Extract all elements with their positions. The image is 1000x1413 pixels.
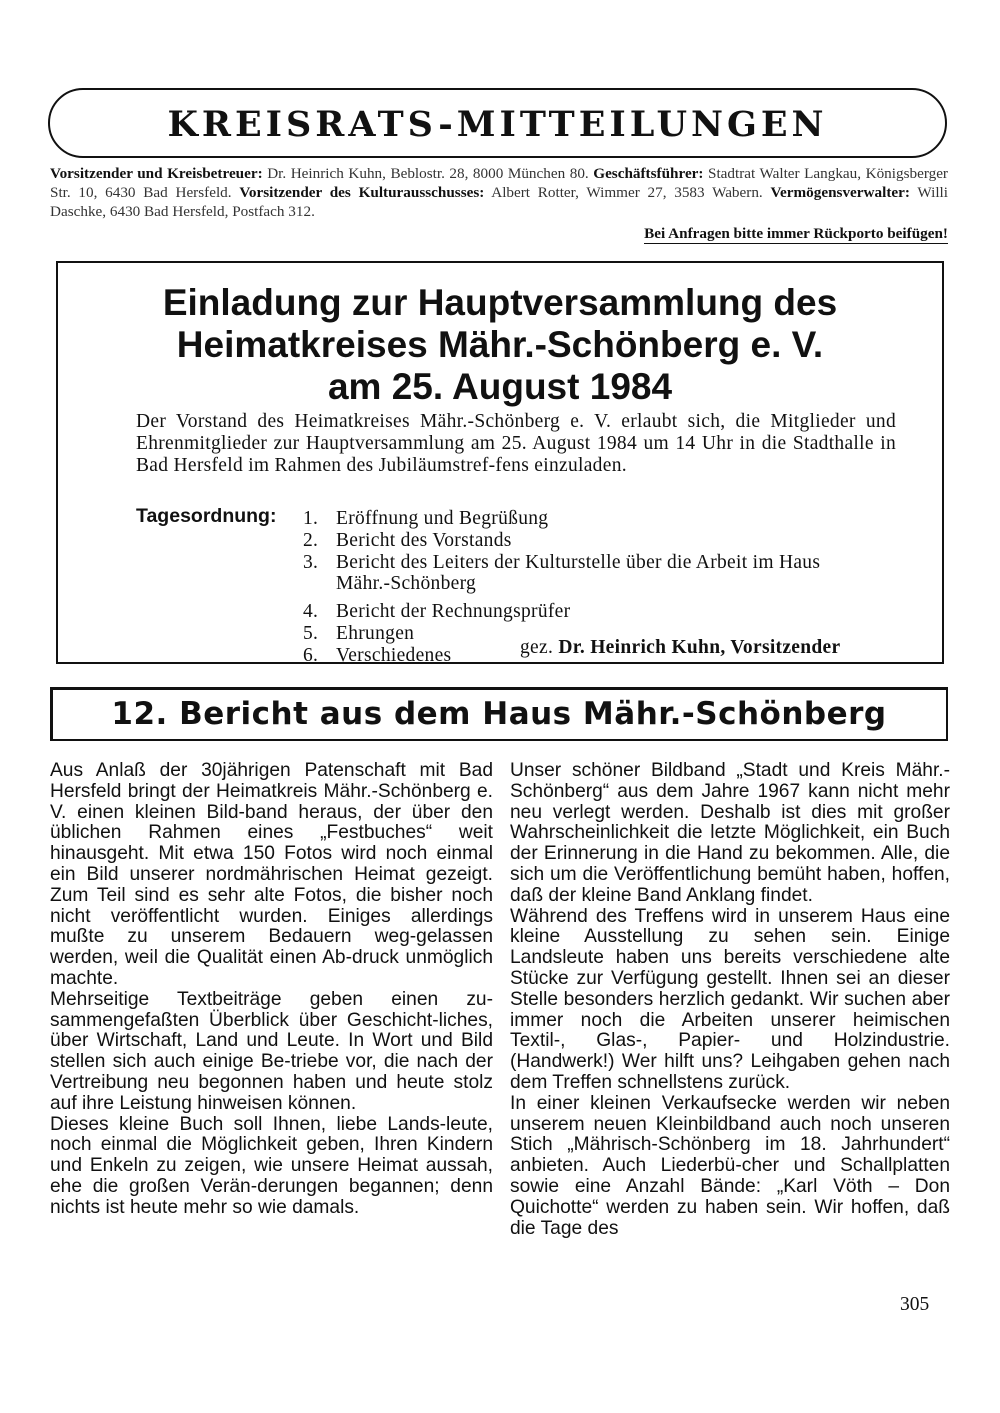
paragraph: In einer kleinen Verkaufsecke werden wir neben unserem neuen Kleinbildband auch noch unseren Stich „Mährisch-Schönberg im 18. Jahrhundert“ anbieten. Auch Liederbü-cher und Schallplatten sowie eine Anzahl Bände: „Karl Vöth – Don Quichotte“ werden zu haben sein. Wir hoffen, daß die Tage des bbox=[510, 1092, 950, 1239]
official-text: Dr. Heinrich Kuhn, Beblostr. 28, 8000 München 80. bbox=[262, 165, 594, 182]
agenda-number: 6. bbox=[303, 644, 319, 666]
page-number: 305 bbox=[900, 1294, 930, 1315]
agenda-number: 4. bbox=[303, 601, 319, 623]
invitation-title bbox=[56, 282, 944, 408]
invitation-title-line: am 25. August 1984 bbox=[327, 366, 673, 407]
paragraph: Dieses kleine Buch soll Ihnen, liebe Lands-leute, noch einmal die Möglichkeit geben, Ihren Kindern und Enkeln zu zeigen, wie unsere Heimat aussah, ehe die großen Verän-derungen begannen; denn nichts ist heute mehr so wie damals. bbox=[50, 1113, 493, 1218]
official-text: Albert Rotter, Wimmer 27, 3583 Wabern. bbox=[484, 184, 771, 201]
paragraph: Mehrseitige Textbeiträge geben einen zu-sammengefaßten Überblick über Geschicht-liches, über Wirtschaft, Land und Leute. In Wort und Bild stellen sich auch einige Be-triebe vor, die nach der Vertreibung neu begonnen haben und heute stolz auf ihre Leistung hinweisen können. bbox=[50, 988, 493, 1114]
section-title: 12. Bericht aus dem Haus Mähr.-Schönberg bbox=[111, 696, 887, 732]
banner-title: KREISRATS-MITTEILUNGEN bbox=[167, 103, 828, 145]
agenda-text: Eröffnung und Begrüßung bbox=[336, 508, 549, 529]
agenda-text: Bericht des Vorstands bbox=[336, 529, 512, 551]
agenda-item bbox=[303, 530, 903, 552]
agenda-label: Tagesordnung: bbox=[136, 505, 277, 527]
paragraph: Aus Anlaß der 30jährigen Patenschaft mit Bad Hersfeld bringt der Heimatkreis Mähr.-Schönberg e. V. einen kleinen Bild-band heraus, der über den üblichen Rahmen eines „Festbuches“ weit hinausgeht. Mit etwa 150 Fotos wird noch einmal ein Bild unserer nordmährischen Heimat gezeigt. Zum Teil sind es sehr alte Fotos, die bisher noch nicht veröffentlicht wurden. Einiges allerdings mußte zu unserem Bedauern weg-gelassen werden, weil die Qualität einen Ab-druck unmöglich machte. bbox=[50, 760, 493, 989]
agenda-text: Verschiedenes bbox=[336, 644, 452, 666]
official-role: Vermögensverwalter: bbox=[770, 184, 910, 201]
right-column bbox=[510, 761, 950, 1239]
header-banner bbox=[48, 88, 947, 158]
notice-line bbox=[50, 224, 948, 243]
agenda-number: 2. bbox=[303, 529, 319, 551]
agenda-number: 3. bbox=[303, 551, 319, 573]
invitation-title-line: Einladung zur Hauptversammlung des bbox=[162, 282, 838, 323]
paragraph: Unser schöner Bildband „Stadt und Kreis Mähr.-Schönberg“ aus dem Jahre 1967 kann nicht mehr neu verlegt werden. Deshalb ist dies mit großer Wahrscheinlichkeit die letzte Möglichkeit, ein Buch der Erinnerung in die Hand zu bekommen. Alle, die sich um die Veröffentlichung bemüht haben, hoffen, daß der kleine Band Anklang findet. bbox=[510, 760, 950, 906]
agenda-text: Bericht der Rechnungsprüfer bbox=[336, 601, 571, 623]
agenda-item bbox=[303, 508, 903, 530]
invitation-title-line: Heimatkreises Mähr.-Schönberg e. V. bbox=[176, 324, 824, 365]
agenda-text: Bericht des Leiters der Kulturstelle über die Arbeit im Haus Mähr.-Schönberg bbox=[336, 551, 821, 595]
agenda-number: 5. bbox=[303, 622, 319, 644]
officials-block bbox=[50, 164, 948, 221]
agenda-text: Ehrungen bbox=[336, 622, 415, 644]
official-role: Vorsitzender und Kreisbetreuer: bbox=[50, 165, 263, 182]
agenda-item bbox=[303, 601, 903, 623]
signature-name: Dr. Heinrich Kuhn, Vorsitzender bbox=[558, 637, 841, 658]
official-role: Geschäftsführer: bbox=[593, 165, 704, 182]
paragraph: Während des Treffens wird in unserem Haus eine kleine Ausstellung zu sehen sein. Einige Landsleute haben uns bereits verschiedene alte Stücke zur Verfügung gestellt. Ihnen sei an dieser Stelle besonders herzlich gedankt. Wir suchen aber immer noch die Arbeiten unserer heimischen Textil-, Glas-, Papier- und Holzindustrie. (Handwerk!) Wer hilft uns? Leihgaben gehen nach dem Treffen schnellstens zurück. bbox=[510, 905, 950, 1093]
agenda-number: 1. bbox=[303, 508, 319, 529]
rueckporto-notice: Bei Anfragen bitte immer Rückporto beifügen! bbox=[644, 225, 948, 242]
signature-prefix: gez. bbox=[520, 637, 559, 658]
invitation-text: Der Vorstand des Heimatkreises Mähr.-Schönberg e. V. erlaubt sich, die Mitglieder und Ehrenmitglieder zur Hauptversammlung am 25. August 1984 um 14 Uhr in die Stadthalle in Bad Hersfeld im Rahmen des Jubiläumstref-fens einzuladen. bbox=[136, 411, 896, 476]
official-text: Willi Daschke, 6430 Bad Hersfeld, Postfach 312. bbox=[50, 184, 948, 220]
left-column bbox=[50, 761, 493, 1219]
official-role: Vorsitzender des Kulturausschusses: bbox=[239, 184, 485, 201]
agenda-item bbox=[303, 552, 903, 596]
official-text: Stadtrat Walter Langkau, Königsberger Str. 10, 6430 Bad Hersfeld. bbox=[50, 165, 948, 201]
signature bbox=[520, 637, 840, 659]
